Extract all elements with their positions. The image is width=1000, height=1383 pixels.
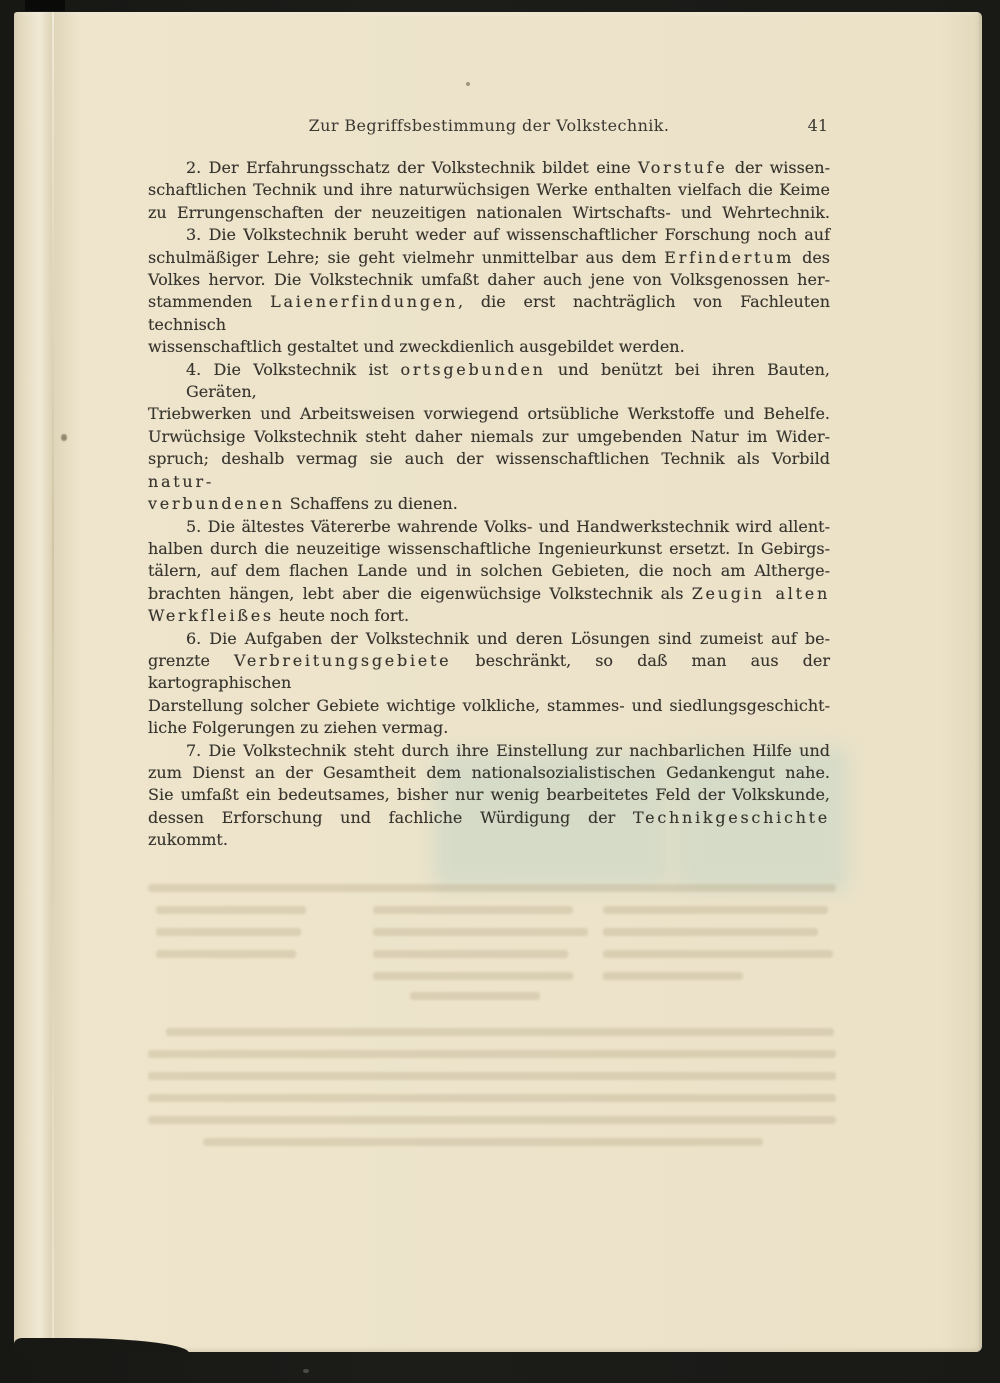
text-line bbox=[148, 403, 830, 425]
letterspaced-emphasis: Erfindertum bbox=[664, 247, 795, 267]
text-line bbox=[148, 359, 830, 404]
bleedthrough-line bbox=[603, 906, 828, 914]
text-line bbox=[148, 224, 830, 246]
text-segment: Darstellung solcher Gebiete wichtige volkliche, stammes- und siedlungsgeschicht- bbox=[148, 695, 830, 715]
text-segment: zukommt. bbox=[148, 830, 228, 850]
text-block bbox=[148, 157, 830, 852]
text-segment: und benützt bei ihren Bauten, Geräten, bbox=[186, 359, 830, 402]
text-segment: Schaffens zu dienen. bbox=[284, 494, 458, 514]
text-line bbox=[148, 247, 830, 269]
text-segment: halben durch die neuzeitige wissenschaftliche Ingenieurkunst ersetzt. In Gebirgs- bbox=[148, 538, 830, 558]
text-segment: schaftlichen Technik und ihre naturwüchsigen Werke enthalten vielfach die Keime bbox=[148, 180, 830, 200]
text-line bbox=[148, 807, 830, 852]
bleedthrough-line bbox=[203, 1138, 763, 1146]
bleedthrough-text-block bbox=[148, 884, 838, 1006]
bleedthrough-line bbox=[148, 1094, 836, 1102]
bleedthrough-line bbox=[148, 1072, 836, 1080]
text-segment: Urwüchsige Volkstechnik steht daher niemals zur umgebenden Natur im Wider- bbox=[148, 426, 830, 446]
paragraph bbox=[148, 516, 830, 628]
bleedthrough-line bbox=[148, 884, 836, 892]
text-segment: der wissen- bbox=[727, 158, 830, 177]
page-bottom-curve bbox=[14, 1338, 189, 1354]
bleedthrough-line bbox=[373, 950, 568, 958]
text-segment: dessen Erforschung und fachliche Würdigung der bbox=[148, 807, 633, 827]
text-line bbox=[148, 269, 830, 291]
bleedthrough-line bbox=[373, 972, 573, 980]
paragraph bbox=[148, 157, 830, 224]
letterspaced-emphasis: Zeugin alten bbox=[691, 583, 830, 603]
scan-dust-speck bbox=[303, 1369, 309, 1373]
text-segment: 3. Die Volkstechnik beruht weder auf wissenschaftlicher Forschung noch auf bbox=[186, 225, 830, 245]
bleedthrough-line bbox=[603, 950, 833, 958]
text-segment: liche Folgerungen zu ziehen vermag. bbox=[148, 718, 449, 738]
text-segment: schulmäßiger Lehre; sie geht vielmehr unmittelbar aus dem bbox=[148, 247, 665, 267]
text-segment: zu Errungenschaften der neuzeitigen nationalen Wirtschafts- und Wehrtechnik. bbox=[148, 202, 830, 222]
gutter-shadow bbox=[14, 12, 99, 1352]
text-line bbox=[148, 179, 830, 201]
text-segment: spruch; deshalb vermag sie auch der wissenschaftlichen Technik als Vorbild bbox=[148, 449, 830, 469]
text-segment: Volkes hervor. Die Volkstechnik umfaßt daher auch jene von Volksgenossen her- bbox=[148, 270, 830, 290]
text-segment: 6. Die Aufgaben der Volkstechnik und deren Lösungen sind zumeist auf be- bbox=[186, 628, 830, 648]
text-segment: heute noch fort. bbox=[273, 606, 410, 626]
letterspaced-emphasis: Verbreitungsgebiete bbox=[234, 650, 452, 670]
text-segment: Sie umfaßt ein bedeutsames, bisher nur wenig bearbeitetes Feld der Volkskunde, bbox=[148, 785, 830, 805]
letterspaced-emphasis: Werkfleißes bbox=[148, 606, 274, 626]
bleedthrough-line bbox=[410, 992, 540, 1000]
text-segment: 2. Der Erfahrungsschatz der Volkstechnik bildet eine bbox=[186, 158, 638, 177]
text-line bbox=[148, 740, 830, 762]
text-segment: 5. Die ältestes Vätererbe wahrende Volks- und Handwerkstechnik wird allent- bbox=[186, 516, 830, 536]
text-line bbox=[148, 538, 830, 560]
text-line bbox=[148, 202, 830, 224]
paper-speck bbox=[466, 82, 470, 86]
text-line bbox=[148, 448, 830, 493]
text-line bbox=[148, 762, 830, 784]
bleedthrough-line bbox=[373, 928, 588, 936]
text-segment: 7. Die Volkstechnik steht durch ihre Einstellung zur nachbarlichen Hilfe und bbox=[186, 740, 830, 760]
letterspaced-emphasis: natur- bbox=[148, 471, 214, 491]
bleedthrough-line bbox=[148, 1116, 836, 1124]
bleedthrough-line bbox=[373, 906, 573, 914]
letterspaced-emphasis: verbundenen bbox=[148, 494, 285, 514]
text-line bbox=[148, 426, 830, 448]
text-line bbox=[148, 650, 830, 695]
book-page bbox=[14, 12, 982, 1352]
paragraph bbox=[148, 628, 830, 740]
bleedthrough-line bbox=[156, 950, 296, 958]
running-header-title: Zur Begriffsbestimmung der Volkstechnik. bbox=[308, 116, 670, 135]
bleedthrough-line bbox=[166, 1028, 834, 1036]
bleedthrough-line bbox=[156, 928, 301, 936]
paragraph bbox=[148, 224, 830, 358]
bleedthrough-line bbox=[148, 1050, 836, 1058]
bleedthrough-text-block bbox=[148, 1028, 838, 1150]
bleedthrough-line bbox=[603, 972, 743, 980]
page-header bbox=[148, 116, 830, 140]
scan-top-shadow bbox=[25, 0, 65, 11]
text-segment: beschränkt, so daß man aus der kartographischen bbox=[148, 650, 831, 693]
paper-speck bbox=[61, 434, 67, 441]
text-line bbox=[148, 336, 830, 358]
text-line bbox=[148, 157, 830, 179]
text-segment: wissenschaftlich gestaltet und zweckdienlich ausgebildet werden. bbox=[148, 337, 685, 357]
bleedthrough-line bbox=[156, 906, 306, 914]
paragraph bbox=[148, 740, 830, 852]
text-line bbox=[148, 583, 830, 605]
paragraph bbox=[148, 359, 830, 516]
letterspaced-emphasis: Vorstufe bbox=[637, 158, 728, 177]
text-segment: tälern, auf dem flachen Lande und in solchen Gebieten, die noch am Altherge- bbox=[148, 561, 830, 581]
gutter-crease-line bbox=[52, 12, 54, 1352]
text-segment: des bbox=[794, 247, 830, 267]
text-line bbox=[148, 717, 830, 739]
text-line bbox=[148, 291, 830, 336]
text-segment: stammenden bbox=[148, 292, 271, 312]
page-number: 41 bbox=[807, 116, 828, 135]
letterspaced-emphasis: Technikgeschichte bbox=[633, 807, 830, 827]
text-segment: 4. Die Volkstechnik ist bbox=[186, 359, 401, 379]
letterspaced-emphasis: Laienerfindungen bbox=[270, 292, 459, 312]
text-line bbox=[148, 605, 830, 627]
text-segment: , die erst nachträglich von Fachleuten technisch bbox=[148, 292, 830, 334]
text-line bbox=[148, 628, 830, 650]
text-segment: brachten hängen, lebt aber die eigenwüchsige Volkstechnik als bbox=[148, 583, 692, 603]
text-line bbox=[148, 695, 830, 717]
text-line bbox=[148, 516, 830, 538]
text-line bbox=[148, 560, 830, 582]
text-segment: grenzte bbox=[148, 650, 235, 670]
bleedthrough-line bbox=[603, 928, 818, 936]
text-segment: zum Dienst an der Gesamtheit dem nationalsozialistischen Gedankengut nahe. bbox=[148, 762, 830, 782]
text-segment: Triebwerken und Arbeitsweisen vorwiegend ortsübliche Werkstoffe und Behelfe. bbox=[148, 404, 830, 424]
letterspaced-emphasis: ortsgebunden bbox=[400, 359, 546, 379]
text-line bbox=[148, 784, 830, 806]
text-line bbox=[148, 493, 830, 515]
